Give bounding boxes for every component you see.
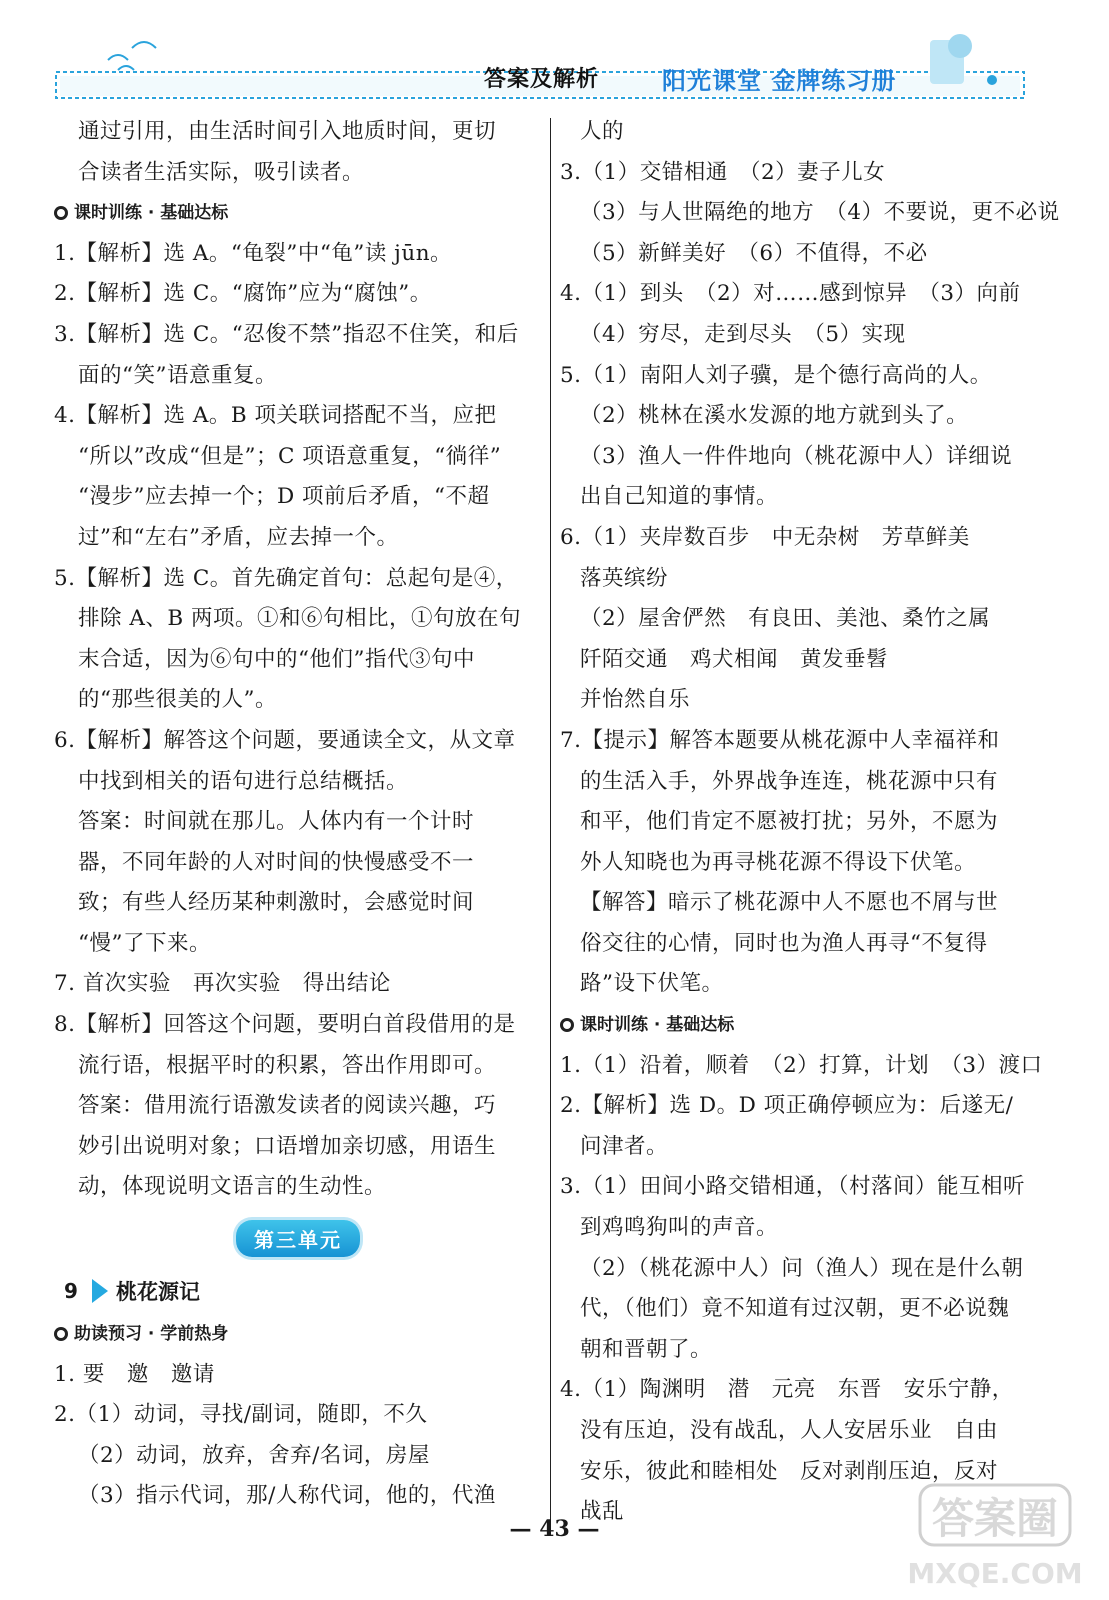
text-line: 到鸡鸣狗叫的声音。: [580, 1215, 779, 1241]
section-heading-text: 课时训练 · 基础达标: [580, 1015, 735, 1036]
text-line: 器，不同年龄的人对时间的快慢感受不一: [78, 849, 475, 875]
watermark-url: MXQE.COM: [907, 1557, 1083, 1590]
page-header: [0, 0, 1109, 110]
text-line: “所以”改成“但是”；C 项语意重复，“徜徉”: [78, 443, 502, 469]
text-line: 2.【解析】选 C。“腐饰”应为“腐蚀”。: [54, 281, 432, 307]
text-line: 过”和“左右”矛盾，应去掉一个。: [78, 524, 399, 550]
text-line: 的“那些很美的人”。: [78, 687, 277, 713]
watermark-text: 答案圈: [931, 1494, 1059, 1543]
section-heading: [54, 1314, 542, 1355]
text-line: 1. 要 邀 邀请: [54, 1361, 215, 1387]
text-line: 4.【解析】选 A。B 项关联词搭配不当，应把: [54, 403, 497, 429]
text-line: 2.（1）动词，寻找/副词，随即，不久: [54, 1402, 428, 1428]
text-line: 和平，他们肯定不愿被打扰；另外，不愿为: [580, 809, 999, 835]
text-line: 4.（1）陶渊明 潜 元亮 东晋 安乐宁静，: [560, 1377, 1014, 1403]
page-number: — 43 —: [509, 1516, 600, 1542]
text-line: 的生活入手，外界战争连连，桃花源中只有: [580, 768, 999, 794]
text-line: 答案：时间就在那儿。人体内有一个计时: [78, 809, 475, 835]
text-line: 7. 首次实验 再次实验 得出结论: [54, 971, 391, 997]
text-line: 俗交往的心情，同时也为渔人再寻“不复得: [580, 930, 988, 956]
text-line: 阡陌交通 鸡犬相闻 黄发垂髫: [580, 646, 889, 672]
text-line: 动，体现说明文语言的生动性。: [78, 1174, 387, 1200]
text-line: 路”设下伏笔。: [580, 971, 724, 997]
header-brand: 阳光课堂 金牌练习册: [662, 67, 897, 95]
text-line: 致；有些人经历某种刺激时，会感觉时间: [78, 890, 475, 916]
lesson-heading: [54, 1268, 542, 1314]
unit-badge: 第三单元: [236, 1220, 360, 1257]
text-line: （3）与人世隔绝的地方 （4）不要说，更不必说: [580, 200, 1060, 226]
text-line: 3.（1）田间小路交错相通，（村落间）能互相听: [560, 1174, 1025, 1200]
text-line: （2）（桃花源中人）问（渔人）现在是什么朝: [580, 1255, 1024, 1281]
text-line: （2）屋舍俨然 有良田、美池、桑竹之属: [580, 606, 991, 632]
building-dome-icon: [948, 34, 972, 58]
text-line: （2）桃林在溪水发源的地方就到头了。: [580, 403, 969, 429]
right-column: [560, 112, 1060, 1533]
section-heading-text: 助读预习 · 学前热身: [74, 1324, 229, 1345]
text-line: 问津者。: [580, 1133, 669, 1159]
text-line: 1.【解析】选 A。“龟裂”中“龟”读 jūn。: [54, 240, 453, 266]
text-line: 面的“笑”语意重复。: [78, 362, 277, 388]
text-line: 答案：借用流行语激发读者的阅读兴趣，巧: [78, 1093, 497, 1119]
text-line: 排除 A、B 两项。①和⑥句相比，①句放在句: [78, 606, 521, 632]
text-line: 落英缤纷: [580, 565, 669, 591]
section-bullet-icon: [560, 1018, 574, 1032]
text-line: 安乐，彼此和睦相处 反对剥削压迫，反对: [580, 1458, 999, 1484]
text-line: “慢”了下来。: [78, 930, 211, 956]
text-line: 妙引出说明对象；口语增加亲切感，用语生: [78, 1133, 497, 1159]
header-dot-icon: [987, 75, 997, 85]
section-bullet-icon: [54, 1327, 68, 1341]
text-line: （5）新鲜美好 （6）不值得，不必: [580, 240, 928, 266]
unit-banner: [54, 1208, 542, 1268]
section-heading-text: 课时训练 · 基础达标: [74, 203, 229, 224]
text-line: 1.（1）沿着，顺着 （2）打算，计划 （3）渡口: [560, 1052, 1043, 1078]
section-bullet-icon: [54, 206, 68, 220]
text-line: 5.【解析】选 C。首先确定首句：总起句是④，: [54, 565, 518, 591]
text-line: 6.（1）夹岸数百步 中无杂树 芳草鲜美: [560, 524, 970, 550]
text-line: 【解答】暗示了桃花源中人不愿也不屑与世: [580, 890, 999, 916]
text-line: 通过引用，由生活时间引入地质时间，更切: [78, 119, 497, 144]
text-line: 外人知晓也为再寻桃花源不得设下伏笔。: [580, 849, 977, 875]
text-line: 代，（他们）竟不知道有过汉朝，更不必说魏: [580, 1296, 1010, 1322]
seagull-icon: [108, 42, 156, 70]
text-line: “漫步”应去掉一个；D 项前后矛盾，“不超: [78, 484, 490, 510]
lesson-title: 桃花源记: [116, 1280, 200, 1305]
text-line: （2）动词，放弃，舍弃/名词，房屋: [78, 1442, 430, 1468]
text-line: 人的: [580, 119, 625, 144]
header-section-label: 答案及解析: [484, 67, 600, 92]
text-line: 朝和晋朝了。: [580, 1336, 713, 1362]
text-line: 末合适，因为⑥句中的“他们”指代③句中: [78, 646, 475, 672]
chevron-right-icon: [92, 1279, 108, 1303]
text-line: 合读者生活实际，吸引读者。: [78, 159, 365, 185]
text-line: 中找到相关的语句进行总结概括。: [78, 768, 409, 794]
text-line: 出自己知道的事情。: [580, 484, 779, 510]
section-heading: [560, 1005, 1060, 1046]
watermark-logo: [900, 1475, 1100, 1595]
text-line: 6.【解析】解答这个问题，要通读全文，从文章: [54, 727, 516, 753]
text-line: （3）指示代词，那/人称代词，他的，代渔: [78, 1483, 496, 1509]
text-line: 2.【解析】选 D。D 项正确停顿应为：后遂无/: [560, 1093, 1014, 1119]
header-frame: [0, 0, 1109, 110]
text-line: 3.（1）交错相通 （2）妻子儿女: [560, 159, 886, 185]
text-line: 8.【解析】回答这个问题，要明白首段借用的是: [54, 1012, 516, 1038]
text-line: 4.（1）到头 （2）对……感到惊异 （3）向前: [560, 281, 1021, 307]
text-line: 5.（1）南阳人刘子骥，是个德行高尚的人。: [560, 362, 992, 388]
text-line: 并怡然自乐: [580, 687, 691, 713]
section-heading: [54, 193, 542, 234]
left-column: [54, 112, 542, 1517]
text-line: 流行语，根据平时的积累，答出作用即可。: [78, 1052, 497, 1078]
lesson-number: 9: [64, 1279, 78, 1304]
text-line: 没有压迫，没有战乱，人人安居乐业 自由: [580, 1418, 999, 1443]
column-divider: [550, 118, 551, 1536]
text-line: 7.【提示】解答本题要从桃花源中人幸福祥和: [560, 727, 1000, 753]
text-line: （4）穷尽，走到尽头 （5）实现: [580, 321, 906, 347]
text-line: 战乱: [580, 1499, 625, 1525]
text-line: 3.【解析】选 C。“忍俊不禁”指忍不住笑，和后: [54, 321, 519, 347]
text-line: （3）渔人一件件地向（桃花源中人）详细说: [580, 443, 1013, 469]
